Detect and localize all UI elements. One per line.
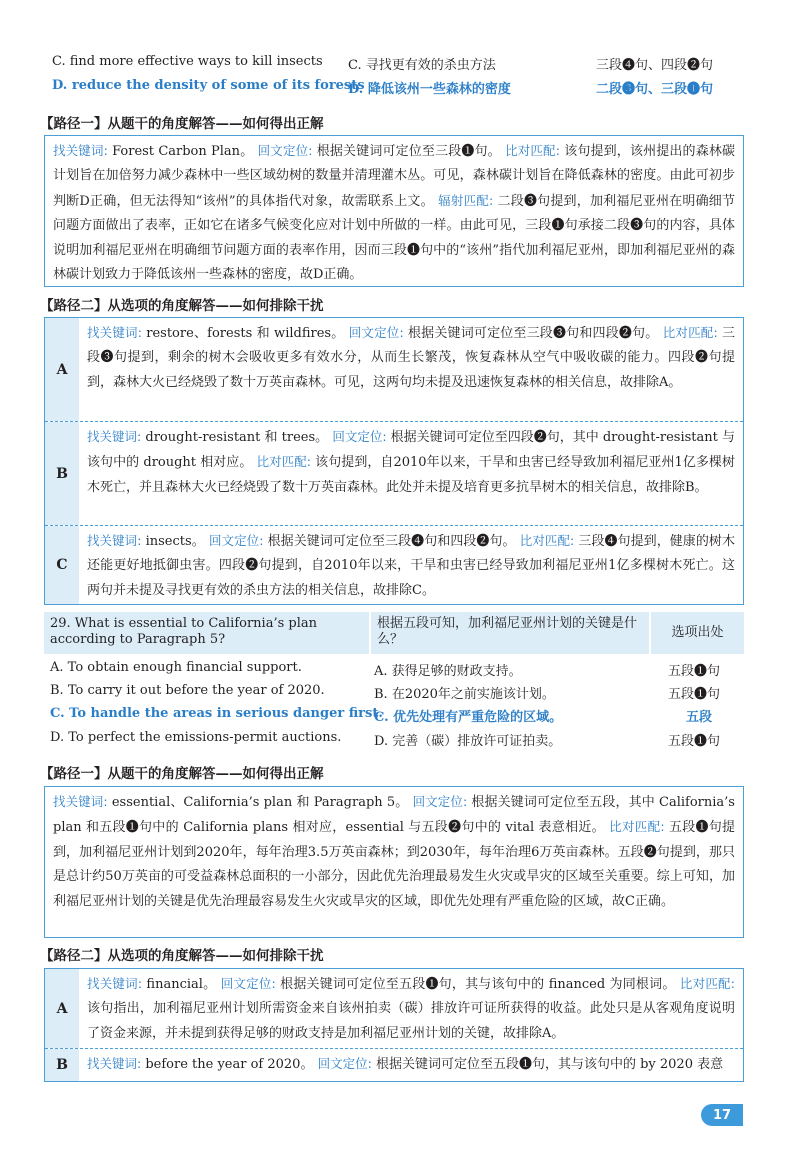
row-label: A [45,318,79,421]
q28-path1-heading: 【路径一】从题干的角度解答——如何得出正解 [40,116,324,132]
q28-path1-text [45,136,743,290]
table-row [45,422,743,526]
body-text: essential、California’s plan 和 Paragraph 5。 [107,795,409,810]
row-text [79,422,743,525]
row-text [79,526,743,604]
body-text: 该句提到，自2010年以来，干旱和虫害已经导致加利福尼亚州1亿多棵树木死亡，并且森林大火已经烧毁了数十万英亩森林。此处并未提及培育更多抗旱树木的相关信息，故排除B。 [87,455,735,495]
body-text: 根据关键词可定位至三段❹句和四段❷句。 [263,534,516,549]
table-row [45,526,743,604]
option-source: 五段❶句 [668,664,721,679]
q29-path1-box [44,786,744,938]
q29-option-c [50,706,750,728]
locate-label: 回文定位: [257,143,313,158]
body-text: financial。 [142,977,217,992]
q28-path2-table [44,317,744,605]
match-label: 比对匹配: [679,976,735,991]
row-label: B [45,422,79,525]
source-header: 选项出处 [651,612,744,654]
locate-label: 回文定位: [317,1056,372,1071]
table-row [45,969,743,1049]
q28-option-c [52,54,752,76]
keyword-label: 找关键词: [87,325,142,340]
keyword-label: 找关键词: [53,794,108,809]
q29-header [44,612,744,654]
body-text: 根据关键词可定位至五段，其中 California’s plan 和五段❶句中的 California plans 相对应，essential 与五段❷句中的 vital 表意相近。 [53,795,735,836]
table-row [45,1049,743,1081]
option-source: 五段❶句 [668,687,721,702]
q29-path1-heading: 【路径一】从题干的角度解答——如何得出正解 [40,766,324,782]
body-text: 二段❸句提到，加利福尼亚州在明确细节问题方面做出了表率，正如它在诸多气候变化应对计划中所做的一样。由此可见，三段❶句承接二段❸句的内容，具体说明加利福尼亚州在明确细节问题方面的表率作用，因而三段❶句中的“该州”指代加利福尼亚州，即加利福尼亚州的森林碳计划致力于降低该州一些森林的密度，故D正确。 [53,193,735,283]
option-source: 五段 [686,710,713,725]
match-label: 比对匹配: [609,819,665,835]
q29-option-d [50,730,750,752]
locate-label: 回文定位: [208,533,264,548]
body-text: insects。 [141,534,205,549]
match-label: 比对匹配: [662,325,718,340]
body-text: restore、forests 和 wildfires。 [141,326,345,341]
body-text: Forest Carbon Plan。 [107,144,254,159]
q29-path2-table [44,968,744,1082]
q29-option-a [50,660,750,682]
body-text: 根据关键词可定位至四段❷句，其中 drought-resistant 与该句中的 drought 相对应。 [87,430,736,471]
option-zh: D. 完善（碳）排放许可证拍卖。 [374,734,562,749]
match-label: 比对匹配: [256,454,311,470]
q29-path1-text [45,787,743,917]
body-text: 根据关键词可定位至五段❶句，其与该句中的 financed 为同根词。 [275,977,676,992]
match-label: 比对匹配: [505,143,560,158]
body-text: 根据关键词可定位至五段❶句，其与该句中的 by 2020 表意 [371,1057,724,1072]
option-en: B. To carry it out before the year of 2020. [50,683,325,698]
match-label: 比对匹配: [519,533,575,548]
option-en: A. To obtain enough financial support. [50,660,302,675]
option-en: C. find more effective ways to kill insects [52,54,323,69]
option-source: 二段❸句、三段❶句 [596,82,714,97]
option-zh: D. 降低该州一些森林的密度 [348,82,511,97]
locate-label: 回文定位: [332,429,387,444]
option-zh: C. 寻找更有效的杀虫方法 [348,58,496,73]
locate-label: 回文定位: [220,976,276,991]
option-zh: A. 获得足够的财政支持。 [374,664,522,679]
body-text: drought-resistant 和 trees。 [141,430,329,445]
q28-path1-box [44,135,744,287]
question-en: 29. What is essential to California’s plan according to Paragraph 5? [44,612,369,654]
body-text: 根据关键词可定位至三段❸句和四段❷句。 [403,326,659,341]
q28-path2-heading: 【路径二】从选项的角度解答——如何排除干扰 [40,298,324,314]
row-text [79,318,743,421]
body-text: before the year of 2020。 [141,1057,314,1072]
keyword-label: 找关键词: [87,429,142,444]
keyword-label: 找关键词: [87,1056,142,1071]
row-label: A [45,969,79,1048]
row-text [79,969,743,1048]
q28-option-d [52,78,752,100]
radiate-label: 辐射匹配: [438,192,494,208]
row-label: B [45,1049,79,1081]
keyword-label: 找关键词: [87,976,143,991]
page-number: 17 [701,1104,743,1126]
row-label: C [45,526,79,604]
table-row [45,318,743,422]
option-source: 三段❹句、四段❷句 [596,58,714,73]
q29-option-b [50,683,750,705]
question-zh: 根据五段可知，加利福尼亚州计划的关键是什么？ [371,612,649,654]
body-text: 三段❸句提到，剩余的树木会吸收更多有效水分，从而生长繁茂，恢复森林从空气中吸收碳的能力。四段❷句提到，森林大火已经烧毁了数十万英亩森林。可见，这两句均未提及迅速恢复森林的相关信息，故排除A。 [87,326,735,390]
body-text: 根据关键词可定位至三段❶句。 [312,144,501,159]
locate-label: 回文定位: [348,325,404,340]
locate-label: 回文定位: [412,794,468,809]
body-text: 该句指出，加利福尼亚州计划所需资金来自该州拍卖（碳）排放许可证所获得的收益。此处只是从客观角度说明了资金来源，并未提到获得足够的财政支持是加利福尼亚州计划的关键，故排除A。 [87,1001,735,1041]
body-text: 三段❹句提到，健康的树木还能更好地抵御虫害。四段❷句提到，自2010年以来，干旱和虫害已经导致加利福尼亚州1亿多棵树木死亡。这两句并未提及寻找更有效的杀虫方法的相关信息，故排除C。 [87,534,735,598]
option-zh: B. 在2020年之前实施该计划。 [374,687,555,702]
option-zh: C. 优先处理有严重危险的区域。 [374,710,563,725]
option-en: D. To perfect the emissions-permit auctions. [50,730,342,745]
keyword-label: 找关键词: [87,533,142,548]
q29-path2-heading: 【路径二】从选项的角度解答——如何排除干扰 [40,948,324,964]
option-en: D. reduce the density of some of its forests [52,78,365,93]
body-text: 该句提到，该州提出的森林碳计划旨在加倍努力减少森林中一些区域幼树的数量并清理灌木丛。可见，森林碳计划旨在降低森林的密度。由此可初步判断D正确，但无法得知“该州”的具体指代对象，故需联系上文。 [53,144,735,209]
option-en: C. To handle the areas in serious danger first. [50,706,383,721]
row-text [79,1049,743,1081]
body-text: 五段❶句提到，加利福尼亚州计划到2020年，每年治理3.5万英亩森林；到2030年，每年治理6万英亩森林。五段❷句提到，那只是总计约50万英亩的可受益森林总面积的一小部分，因此优先治理最易发生火灾或旱灾的区域至关重要。综上可知，加利福尼亚州计划的关键是优先治理最容易发生火灾或旱灾的区域，即优先处理有严重危险的区域，故C正确。 [53,820,735,909]
option-source: 五段❶句 [668,734,721,749]
keyword-label: 找关键词: [53,143,108,158]
